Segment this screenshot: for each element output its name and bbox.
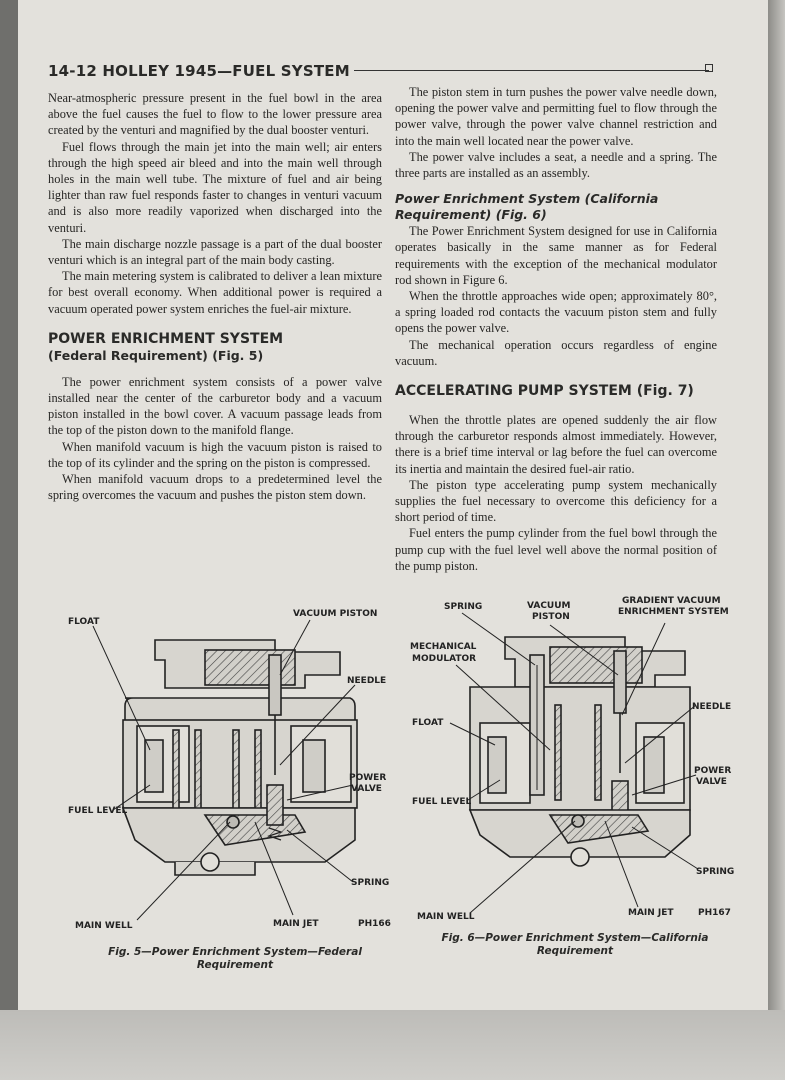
scan-bottom-margin [0,1010,785,1080]
section-subheading: (Federal Requirement) (Fig. 5) [48,347,264,363]
section-heading: Power Enrichment System (California Requirement) (Fig. 6) [395,191,659,223]
paragraph: Fuel enters the pump cylinder from the fuel bowl through the pump cup with the fuel level well above the normal position of the pump piston. [395,526,717,573]
figure-code: PH166 [358,919,391,929]
label-spring: SPRING [351,878,390,888]
paragraph: The power valve includes a seat, a needle and a spring. The three parts are installed as an assembly. [395,149,717,181]
paragraph: Near-atmospheric pressure present in the fuel bowl in the area above the fuel causes the fuel to flow to the lower pressure area created by the venturi and magnified by the dual booster venturi. [48,91,382,138]
label-modulator: MODULATOR [412,654,477,664]
label-main-well: MAIN WELL [417,912,475,922]
section-heading: ACCELERATING PUMP SYSTEM (Fig. 7) [395,383,694,400]
label-vacuum: VACUUM [527,601,571,611]
paragraph: The piston stem in turn pushes the power valve needle down, opening the power valve and permitting fuel to flow through the power valve, through the power valve channel restriction and into the main well located near the power valve. [395,85,717,148]
label-gradient-vacuum: GRADIENT VACUUM [622,596,721,606]
right-column [395,84,717,574]
section-heading: POWER ENRICHMENT SYSTEM [48,330,284,347]
page-header [48,62,713,84]
page-title: 14-12 HOLLEY 1945—FUEL SYSTEM [48,62,354,80]
label-main-jet: MAIN JET [273,919,319,929]
paragraph: The piston type accelerating pump system mechanically supplies the fuel necessary to overcome this deficiency for a short period of time. [395,477,717,525]
paragraph: When manifold vacuum drops to a predetermined level the spring overcomes the vacuum and pushes the piston stem down. [48,472,382,503]
header-marker [705,64,713,72]
label-float: FLOAT [412,718,444,728]
left-column [48,90,382,503]
page-edge-shadow [768,0,785,1080]
label-spring-top: SPRING [444,602,483,612]
caption-line: Fig. 6—Power Enrichment System—California [441,932,709,944]
caption-line: Requirement [536,945,614,957]
paragraph: When the throttle approaches wide open; approximately 80°, a spring loaded rod contacts the vacuum piston stem and fully opens the power valve. [395,289,717,336]
paragraph: The power enrichment system consists of a power valve installed near the center of the carburetor body and a vacuum piston installed in the bowl cover. A vacuum passage leads from the top of the piston down to the manifold flange. [48,374,382,438]
label-spring: SPRING [696,867,735,877]
figure-5-caption [90,946,380,972]
label-fuel-level: FUEL LEVEL [412,797,472,807]
label-valve: VALVE [351,784,382,794]
label-fuel-level: FUEL LEVEL [68,806,128,816]
paragraph: When the throttle plates are opened suddenly the air flow through the carburetor responds almost immediately. However, there is a brief time interval or lag before the fuel can overcome its inertia and maintain the desired fuel-air ratio. [395,413,717,476]
label-vacuum-piston: VACUUM PISTON [293,609,378,619]
label-valve: VALVE [696,777,727,787]
paragraph: The mechanical operation occurs regardless of engine vacuum. [395,337,717,368]
paragraph: The main discharge nozzle passage is a part of the dual booster venturi which is an integral part of the main body casting. [48,236,382,268]
figure-code: PH167 [698,908,731,918]
caption-line: Requirement [196,959,274,971]
label-float: FLOAT [68,617,100,627]
carburetor-california-illustration [400,595,745,930]
label-power: POWER [694,766,732,776]
carburetor-federal-illustration [55,600,395,940]
paragraph: The main metering system is calibrated to deliver a lean mixture for best overall economy. When additional power is required a vacuum operated power system enriches the fuel-air mixture. [48,269,382,316]
figure-6-diagram [400,595,745,930]
label-needle: NEEDLE [347,676,387,686]
figure-5-diagram [55,600,395,940]
figure-6-caption [430,932,720,958]
label-main-jet: MAIN JET [628,908,674,918]
label-power: POWER [349,773,387,783]
paragraph: When manifold vacuum is high the vacuum piston is raised to the top of its cylinder and the spring on the piston is compressed. [48,439,382,470]
caption-line: Fig. 5—Power Enrichment System—Federal [108,946,362,958]
paragraph: Fuel flows through the main jet into the main well; air enters through the high speed air bleed and into the main well through holes in the main well tube. The mixture of fuel and air being lighter than raw fuel responds faster to changes in venturi vacuum and is also more readily vaporized when discharged into the venturi. [48,139,382,235]
label-mechanical: MECHANICAL [410,642,477,652]
label-piston: PISTON [532,612,570,622]
paragraph: The Power Enrichment System designed for use in California operates basically in the same manner as for Federal requirements with the exception of the mechanical modulator rod shown in Figure 6. [395,224,717,287]
label-needle: NEEDLE [692,702,732,712]
label-enrichment-system: ENRICHMENT SYSTEM [618,607,729,617]
label-main-well: MAIN WELL [75,921,133,931]
